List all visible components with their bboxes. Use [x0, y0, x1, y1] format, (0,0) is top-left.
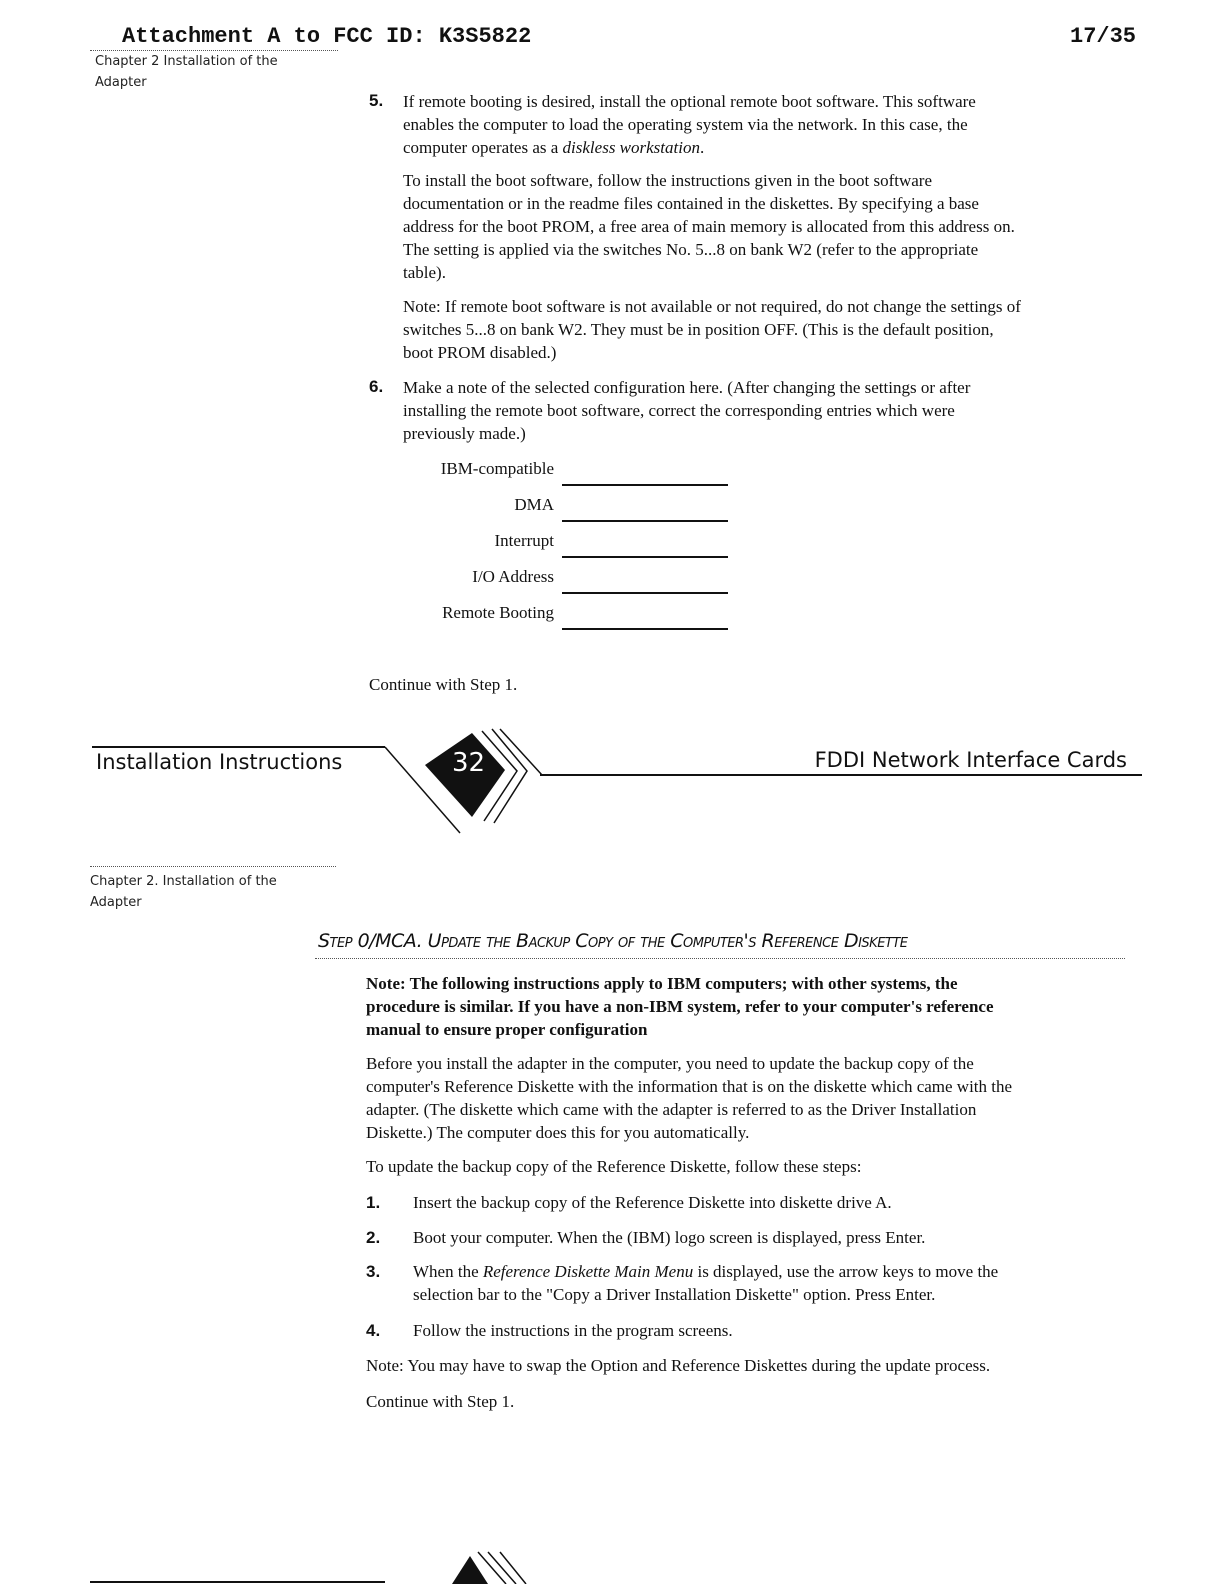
step-number: 4. — [366, 1321, 381, 1340]
footer-rule-left — [90, 1581, 385, 1583]
form-field-blank — [562, 556, 728, 558]
paragraph-line: To install the boot software, follow the instructions given in the boot software — [403, 171, 933, 190]
footer-rule-left — [92, 746, 385, 748]
form-field-label: Remote Booting — [442, 603, 554, 622]
text: computer operates as a — [403, 138, 563, 157]
page-number-diamond-icon — [448, 1548, 528, 1584]
form-field-blank — [562, 520, 728, 522]
section-heading-divider — [315, 958, 1125, 959]
chapter-ref-line: Adapter — [95, 75, 147, 90]
step-number: 3. — [366, 1262, 381, 1281]
section-heading: Step 0/MCA. Update the Backup Copy of the Computer's Reference Diskette — [318, 930, 908, 952]
chapter-ref-line: Chapter 2. Installation of the — [90, 874, 277, 889]
paragraph-line: table). — [403, 263, 446, 282]
chapter-reference-2 — [90, 871, 277, 913]
form-field-blank — [562, 628, 728, 630]
note-line: Note: If remote boot software is not available or not required, do not change the settings of — [403, 297, 1021, 316]
paragraph-line: adapter. (The diskette which came with the adapter is referred to as the Driver Installation — [366, 1100, 977, 1119]
step-number: 5. — [369, 91, 384, 110]
bold-note-line: Note: The following instructions apply to IBM computers; with other systems, the — [366, 974, 958, 993]
step-number: 2. — [366, 1228, 381, 1247]
step-text: Insert the backup copy of the Reference Diskette into diskette drive A. — [413, 1193, 892, 1212]
text-line — [403, 136, 704, 159]
text-line: previously made.) — [403, 424, 526, 443]
step-text — [413, 1260, 998, 1283]
step-text: Follow the instructions in the program screens. — [413, 1321, 733, 1340]
emphasis: diskless workstation — [562, 138, 700, 157]
form-field-label: Interrupt — [494, 531, 554, 550]
continue-text: Continue with Step 1. — [366, 1392, 515, 1411]
step-text: Boot your computer. When the (IBM) logo screen is displayed, press Enter. — [413, 1228, 926, 1247]
step-number: 6. — [369, 377, 384, 396]
text-line: installing the remote boot software, correct the corresponding entries which were — [403, 401, 955, 420]
footer-left-title: Installation Instructions — [96, 750, 343, 774]
paragraph-line: The setting is applied via the switches No. 5...8 on bank W2 (refer to the appropriate — [403, 240, 979, 259]
paragraph-line: computer's Reference Diskette with the information that is on the diskette which came with the — [366, 1077, 1013, 1096]
text-line: Make a note of the selected configuration here. (After changing the settings or after — [403, 378, 971, 397]
paragraph-line: documentation or in the readme files contained in the diskettes. By specifying a base — [403, 194, 979, 213]
page-counter: 17/35 — [1070, 24, 1137, 49]
step-text: selection bar to the "Copy a Driver Installation Diskette" option. Press Enter. — [413, 1285, 936, 1304]
form-field-label: I/O Address — [472, 567, 554, 586]
chapter-ref-line: Adapter — [90, 895, 142, 910]
form-field-label: IBM-compatible — [440, 459, 554, 478]
text: . — [699, 138, 705, 157]
document-header-title: Attachment A to FCC ID: K3S5822 — [122, 24, 532, 49]
emphasis: Reference Diskette Main Menu — [482, 1262, 694, 1281]
footer-rule-right — [540, 774, 1142, 776]
chapter-reference — [95, 51, 278, 93]
footer-page-number: 32 — [452, 748, 486, 778]
form-field-label: DMA — [514, 495, 554, 514]
footer-right-title: FDDI Network Interface Cards — [814, 748, 1127, 772]
step-number: 1. — [366, 1193, 381, 1212]
continue-text: Continue with Step 1. — [369, 675, 518, 694]
page-number-diamond-icon — [380, 725, 550, 835]
intro-line: To update the backup copy of the Reference Diskette, follow these steps: — [366, 1157, 862, 1176]
text-line: If remote booting is desired, install the optional remote boot software. This software — [403, 92, 976, 111]
paragraph-line: Diskette.) The computer does this for you automatically. — [366, 1123, 750, 1142]
bold-note-line: procedure is similar. If you have a non-IBM system, refer to your computer's reference — [366, 997, 994, 1016]
chapter-divider — [90, 866, 336, 867]
paragraph-line: Before you install the adapter in the computer, you need to update the backup copy of the — [366, 1054, 974, 1073]
text-line: enables the computer to load the operating system via the network. In this case, the — [403, 115, 968, 134]
form-field-blank — [562, 484, 728, 486]
paragraph-line: address for the boot PROM, a free area of main memory is allocated from this address on. — [403, 217, 1015, 236]
text: When the — [413, 1262, 483, 1281]
note-line: switches 5...8 on bank W2. They must be in position OFF. (This is the default position, — [403, 320, 994, 339]
bold-note-line: manual to ensure proper configuration — [366, 1020, 648, 1039]
chapter-ref-line: Chapter 2 Installation of the — [95, 54, 278, 69]
note-line: boot PROM disabled.) — [403, 343, 557, 362]
form-field-blank — [562, 592, 728, 594]
note-line: Note: You may have to swap the Option and Reference Diskettes during the update process. — [366, 1356, 991, 1375]
text: is displayed, use the arrow keys to move the — [693, 1262, 999, 1281]
